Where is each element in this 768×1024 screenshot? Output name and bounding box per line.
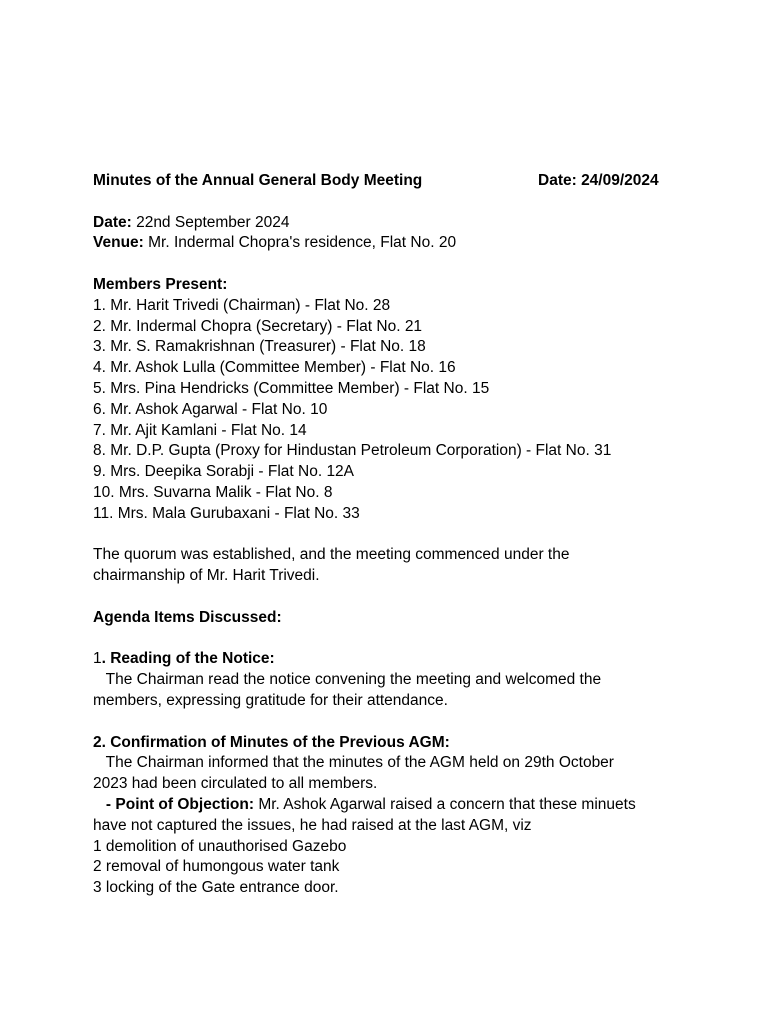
meeting-venue — [93, 233, 693, 254]
list-item: 9. Mrs. Deepika Sorabji - Flat No. 12A — [93, 463, 355, 481]
list-item: 1. Mr. Harit Trivedi (Chairman) - Flat No. 28 — [93, 296, 391, 314]
agenda-item-1-text: The Chairman read the notice convening the meeting and welcomed the — [93, 671, 602, 689]
agenda-item-2-text: The Chairman informed that the minutes of the AGM held on 29th October — [93, 754, 614, 772]
members-list — [93, 296, 693, 525]
members-heading: Members Present: — [93, 275, 228, 293]
title-row — [93, 171, 693, 192]
agenda-item-1-title: . Reading of the Notice: — [101, 650, 275, 668]
list-item: 8. Mr. D.P. Gupta (Proxy for Hindustan Petroleum Corporation) - Flat No. 31 — [93, 442, 612, 460]
objection-continued: have not captured the issues, he had raised at the last AGM, viz — [93, 816, 532, 834]
venue-value: Mr. Indermal Chopra's residence, Flat No. 20 — [143, 234, 457, 252]
spacer — [93, 587, 693, 608]
spacer — [93, 525, 693, 546]
agenda-heading: Agenda Items Discussed: — [93, 608, 282, 626]
spacer — [93, 254, 693, 275]
issue-item: 2 removal of humongous water tank — [93, 858, 340, 876]
date-label: Date: — [93, 213, 132, 231]
objection-label: - Point of Objection: — [93, 795, 255, 813]
list-item: 7. Mr. Ajit Kamlani - Flat No. 14 — [93, 421, 307, 439]
list-item: 3. Mr. S. Ramakrishnan (Treasurer) - Flat No. 18 — [93, 338, 426, 356]
list-item: 2. Mr. Indermal Chopra (Secretary) - Flat No. 21 — [93, 317, 423, 335]
agenda-item-2-text: 2023 had been circulated to all members. — [93, 775, 378, 793]
spacer — [93, 192, 693, 213]
spacer — [93, 629, 693, 650]
issue-item: 1 demolition of unauthorised Gazebo — [93, 837, 347, 855]
objection-text: Mr. Ashok Agarwal raised a concern that these minuets — [254, 795, 636, 813]
list-item: 4. Mr. Ashok Lulla (Committee Member) - Flat No. 16 — [93, 359, 456, 377]
header-date: Date: 24/09/2024 — [538, 172, 659, 189]
quorum-text-line: chairmanship of Mr. Harit Trivedi. — [93, 567, 320, 585]
list-item: 5. Mrs. Pina Hendricks (Committee Member) - Flat No. 15 — [93, 379, 490, 397]
agenda-item-2-heading: 2. Confirmation of Minutes of the Previous AGM: — [93, 733, 450, 751]
document-page — [93, 171, 693, 899]
agenda-item-1-heading — [93, 649, 693, 670]
list-item: 11. Mrs. Mala Gurubaxani - Flat No. 33 — [93, 504, 360, 522]
objection-line — [93, 795, 693, 816]
agenda-item-1-number: 1 — [93, 650, 102, 668]
spacer — [93, 712, 693, 733]
document-title: Minutes of the Annual General Body Meeting — [93, 172, 423, 189]
meeting-date — [93, 213, 693, 234]
agenda-item-1-text: members, expressing gratitude for their attendance. — [93, 691, 448, 709]
date-value: 22nd September 2024 — [131, 213, 290, 231]
list-item: 6. Mr. Ashok Agarwal - Flat No. 10 — [93, 400, 328, 418]
list-item: 10. Mrs. Suvarna Malik - Flat No. 8 — [93, 483, 333, 501]
issue-item: 3 locking of the Gate entrance door. — [93, 879, 339, 897]
quorum-text-line: The quorum was established, and the meeting commenced under the — [93, 546, 570, 564]
venue-label: Venue: — [93, 234, 144, 252]
